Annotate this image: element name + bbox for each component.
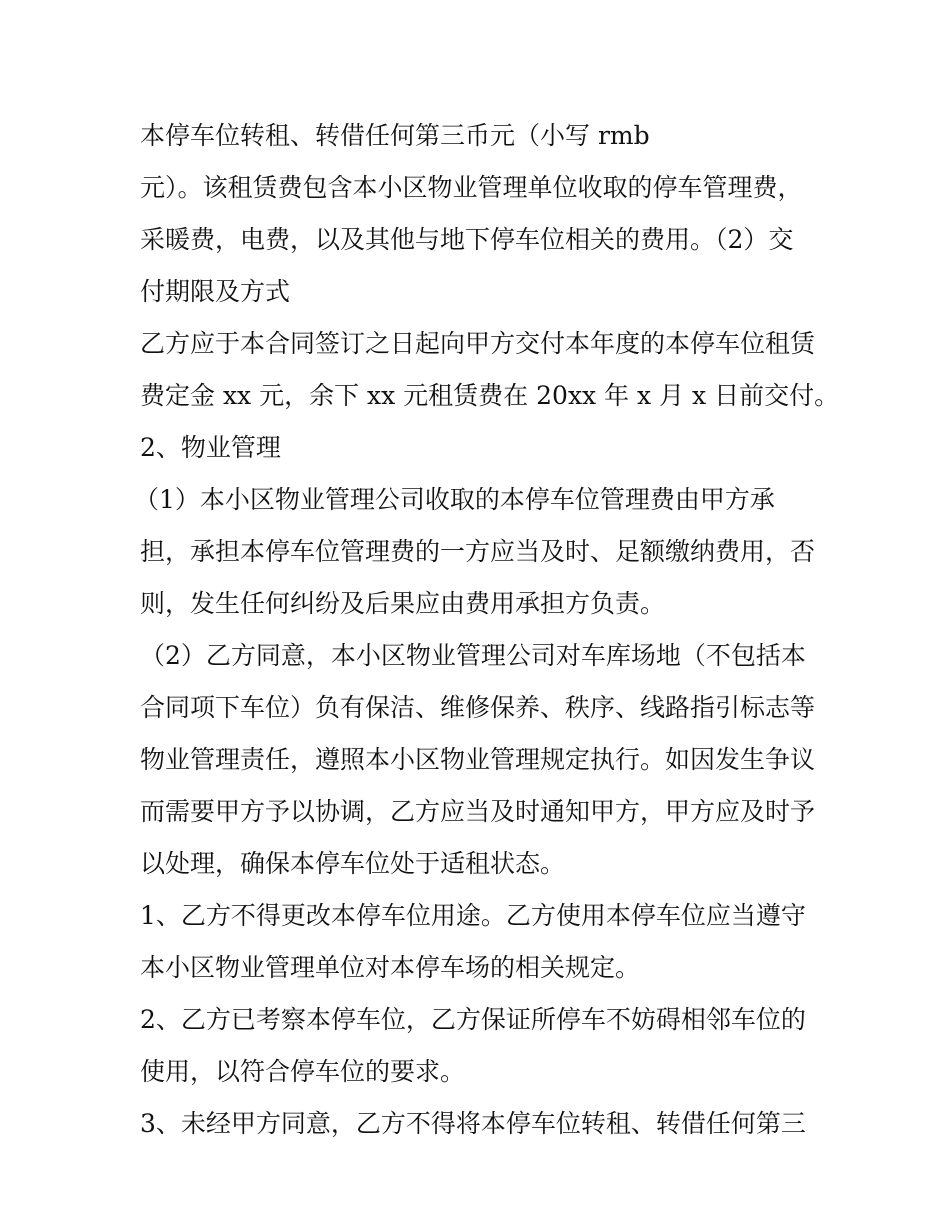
- text-line: 而需要甲方予以协调，乙方应当及时通知甲方，甲方应及时予: [140, 797, 816, 826]
- text-line: 本小区物业管理单位对本停车场的相关规定。: [140, 953, 641, 982]
- text-line: 以处理，确保本停车位处于适租状态。: [140, 849, 566, 878]
- text-line: 则，发生任何纠纷及后果应由费用承担方负责。: [140, 589, 666, 618]
- text-line: 合同项下车位）负有保洁、维修保养、秩序、线路指引标志等: [140, 693, 816, 722]
- document-body: [134, 110, 840, 1150]
- text-line: 付期限及方式: [140, 277, 291, 306]
- text-line: 3、未经甲方同意，乙方不得将本停车位转租、转借任何第三: [140, 1109, 806, 1138]
- section-heading: 2、物业管理: [140, 433, 281, 462]
- text-line: （2）乙方同意，本小区物业管理公司对车库场地（不包括本: [140, 641, 806, 670]
- text-line: （1）本小区物业管理公司收取的本停车位管理费由甲方承: [134, 485, 775, 514]
- text-line: 费定金 xx 元，余下 xx 元租赁费在 20xx 年 x 月 x 日前交付。: [140, 381, 840, 410]
- text-line: 担，承担本停车位管理费的一方应当及时、足额缴纳费用，否: [140, 537, 816, 566]
- text-line: 使用，以符合停车位的要求。: [140, 1057, 466, 1086]
- text-line: 物业管理责任，遵照本小区物业管理规定执行。如因发生争议: [140, 745, 816, 774]
- text-line: 乙方应于本合同签订之日起向甲方交付本年度的本停车位租赁: [140, 329, 816, 358]
- text-line: 2、乙方已考察本停车位，乙方保证所停车不妨碍相邻车位的: [140, 1005, 806, 1034]
- text-line: 本停车位转租、转借任何第三币元（小写 rmb: [140, 121, 650, 150]
- text-line: 采暖费，电费，以及其他与地下停车位相关的费用。（2）交: [140, 225, 794, 254]
- text-line: 1、乙方不得更改本停车位用途。乙方使用本停车位应当遵守: [140, 901, 806, 930]
- text-line: 元）。该租赁费包含本小区物业管理单位收取的停车管理费，: [140, 173, 803, 202]
